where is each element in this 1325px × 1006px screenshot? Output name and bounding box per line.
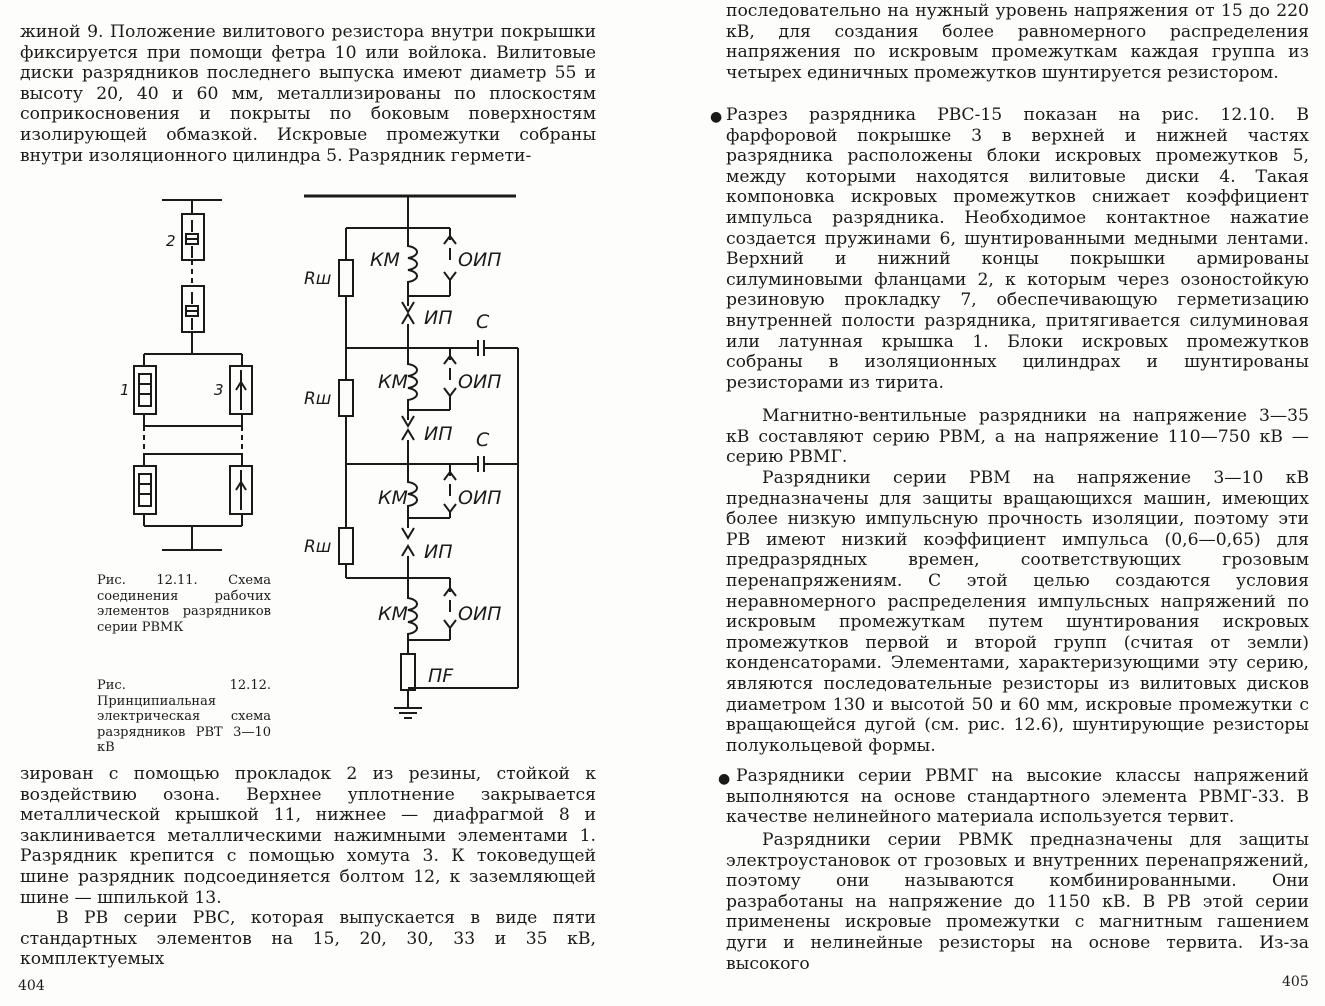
right-paragraph-4: Разрядники серии РВМ на напряжение 3—10 кВ предназначены для защиты вращающихся машин, имеющих более низкую импульсную прочность изоляции, поэтому эти РВ имеют низкий коэффициент импульса (0,6—0,65) для предразрядных времен, соответствующих грозовым перенапряжениям. С этой целью создаются условия неравномерного распределения импульсных напряжений по искровым промежуткам путем шунтирования искровых промежутков первой и второй групп (считая от земли) конденсаторами. Элементами, характеризующими эту серию, являются последовательные резисторы из вилитовых дисков диаметром 130 и высотой 50 и 60 мм, искровые промежутки с вращающейся дугой (см. рис. 12.6), шунтирующие резисторы полукольцевой формы.	[726, 468, 1309, 756]
fig1212-label-km-2: КМ	[378, 371, 408, 393]
figure-12-11-diagram	[110, 190, 270, 560]
right-paragraph-3: Магнитно-вентильные разрядники на напряжение 3—35 кВ составляют серию РВМ, а на напряжение 110—750 кВ — серию РВМГ.	[726, 406, 1309, 468]
left-page	[0, 0, 640, 1006]
caption-fig-12-11: Рис. 12.11. Схема соединения рабочих элементов разрядников серии РВМК	[97, 573, 271, 635]
page-number-right: 405	[1282, 974, 1309, 990]
fig1212-label-ip-1: ИП	[424, 307, 453, 329]
margin-bullet-1: ●	[710, 109, 723, 125]
fig1212-label-rsh-3: Rш	[304, 537, 332, 557]
right-paragraph-2: Разрез разрядника РВС-15 показан на рис. 12.10. В фарфоровой покрышке 3 в верхней и нижней частях разрядника расположены блоки искровых промежутков 5, между которыми находятся вилитовые диски 4. Такая компоновка искровых промежутков снижает коэффициент импульса разрядника. Необходимое контактное нажатие создается пружинами 6, шунтированными медными лентами. Верхний и нижний концы покрышки армированы силуминовыми фланцами 2, к которым через озоностойкую резиновую прокладку 7, обеспечивающую герметизацию внутренней полости разрядника, притягивается силуминовая или латунная крышка 1. Блоки искровых промежутков собраны в изоляционных цилиндрах и шунтированы резисторами из тирита.	[726, 105, 1309, 393]
caption-fig-12-12: Рис. 12.12. Принципиальная электрическая схема разрядников РВТ 3—10 кВ	[97, 678, 271, 755]
fig1212-label-ip-3: ИП	[424, 541, 453, 563]
fig1212-label-rsh-2: Rш	[304, 389, 332, 409]
right-paragraph-5: Разрядники серии РВМГ на высокие классы напряжений выполняются на основе стандартного элемента РВМГ-33. В качестве нелинейного материала используется тервит.	[726, 766, 1309, 828]
fig1212-label-km-1: КМ	[370, 249, 400, 271]
right-page	[662, 0, 1325, 1006]
fig1212-label-oip-3: ОИП	[458, 487, 502, 509]
fig1212-label-oip-1: ОИП	[458, 249, 502, 271]
fig1211-label-3: 3	[214, 381, 224, 399]
fig1212-label-km-3: КМ	[378, 487, 408, 509]
left-top-paragraph: жиной 9. Положение вилитового резистора внутри покрышки фиксируется при помощи фетра 10 или войлока. Вилитовые диски разрядников последнего выпуска имеют диаметр 55 и высоту 20, 40 и 60 мм, металлизированы по плоскостям соприкосновения и покрыты по боковым поверхностям изолирующей обмазкой. Искровые промежутки собраны внутри изоляционного цилиндра 5. Разрядник гермети-	[20, 22, 596, 166]
right-paragraph-1: последовательно на нужный уровень напряжения от 15 до 220 кВ, для создания более равномерного распределения напряжения по искровым промежуткам каждая группа из четырех единичных промежутков шунтируется резистором.	[726, 1, 1309, 83]
fig1211-label-2: 2	[166, 232, 176, 250]
fig1212-label-ip-2: ИП	[424, 423, 453, 445]
fig1212-label-rsh-1: Rш	[304, 269, 332, 289]
page-number-left: 404	[18, 978, 45, 994]
fig1212-label-pf: ПF	[428, 665, 454, 687]
right-paragraph-6: Разрядники серии РВМК предназначены для защиты электроустановок от грозовых и внутренних перенапряжений, поэтому они называются комбинированными. Они разработаны на напряжение до 1150 кВ. В РВ этой серии применены искровые промежутки с магнитным гашением дуги и нелинейные резисторы на основе тервита. Из-за высокого	[726, 830, 1309, 974]
fig1212-label-oip-4: ОИП	[458, 603, 502, 625]
figure-12-12-circuit	[300, 188, 560, 728]
fig1211-label-1: 1	[120, 381, 130, 399]
margin-bullet-2: ●	[718, 771, 731, 787]
fig1212-label-c-1: С	[476, 311, 490, 333]
fig1212-label-c-2: С	[476, 429, 490, 451]
left-bottom-paragraph-2: В РВ серии РВС, которая выпускается в виде пяти стандартных элементов на 15, 20, 30, 33 и 35 кВ, комплектуемых	[20, 908, 596, 970]
left-bottom-paragraph-1: зирован с помощью прокладок 2 из резины, стойкой к воздействию озона. Верхнее уплотнение закрывается металлической крышкой 11, нижнее — диафрагмой 8 и заклинивается металлическими нажимными элементами 1. Разрядник крепится с помощью хомута 3. К токоведущей шине разрядник подсоединяется болтом 12, к заземляющей шине — шпилькой 13.	[20, 764, 596, 908]
fig1212-label-oip-2: ОИП	[458, 371, 502, 393]
fig1212-label-km-4: КМ	[378, 603, 408, 625]
